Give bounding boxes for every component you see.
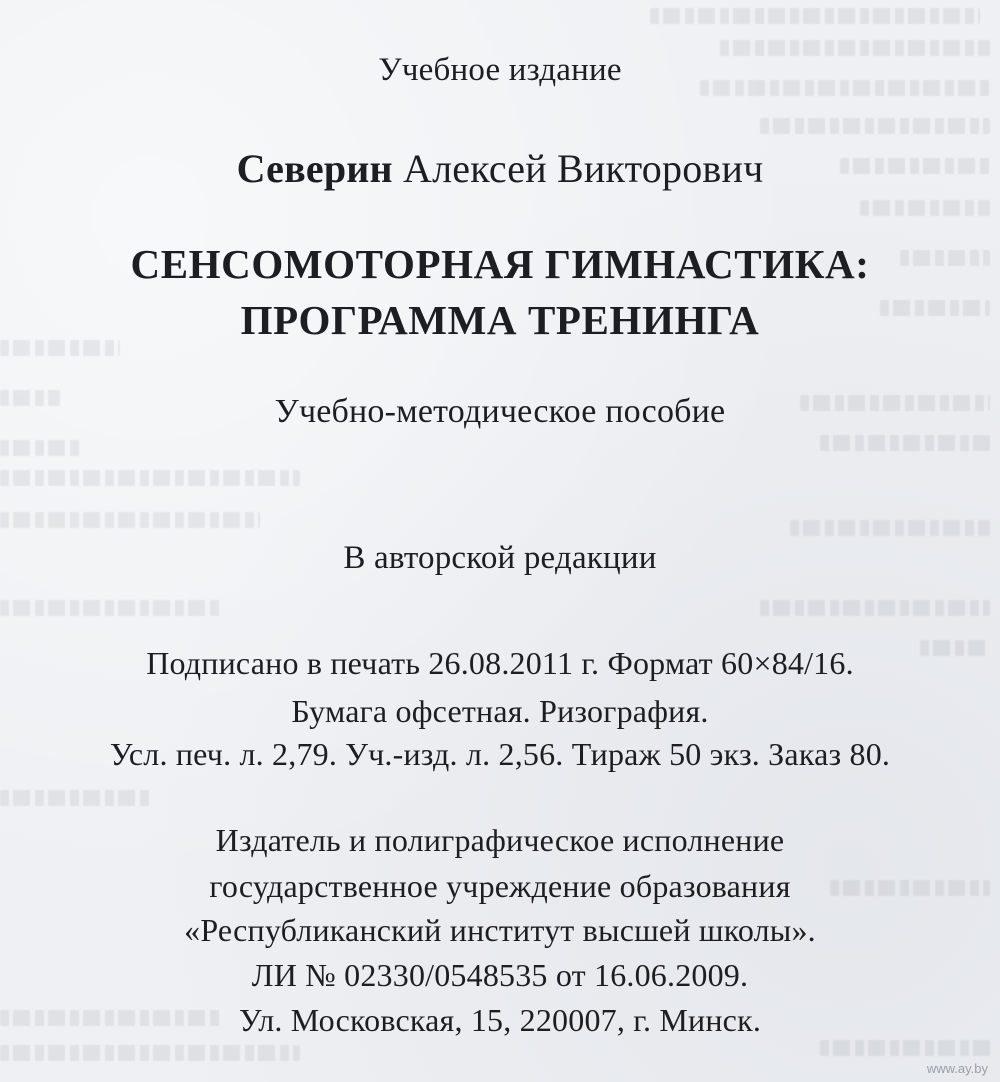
watermark: www.ay.by bbox=[926, 1061, 988, 1076]
title-line-2: ПРОГРАММА ТРЕНИНГА bbox=[240, 297, 760, 343]
print-details-line-2: Бумага офсетная. Ризография. bbox=[291, 693, 709, 729]
print-details-line-3: Усл. печ. л. 2,79. Уч.-изд. л. 2,56. Тираж 50 экз. Заказ 80. bbox=[109, 736, 891, 772]
title-line-1: СЕНСОМОТОРНАЯ ГИМНАСТИКА: bbox=[130, 241, 870, 287]
publisher-line-1: Издатель и полиграфическое исполнение bbox=[215, 822, 785, 858]
author-name bbox=[0, 145, 1000, 192]
author-surname: Северин bbox=[236, 146, 393, 191]
publisher-line-5: Ул. Московская, 15, 220007, г. Минск. bbox=[238, 1002, 762, 1038]
edition-type: Учебное издание bbox=[378, 52, 622, 88]
publisher-line-2: государственное учреждение образования bbox=[209, 868, 791, 904]
publisher-line-3: «Республиканский институт высшей школы». bbox=[184, 912, 816, 948]
print-details-line-1: Подписано в печать 26.08.2011 г. Формат 60×84/16. bbox=[146, 645, 854, 681]
author-given-names: Алексей Викторович bbox=[403, 146, 764, 191]
publisher-line-4: ЛИ № 02330/0548535 от 16.06.2009. bbox=[251, 957, 749, 993]
editorial-note: В авторской редакции bbox=[343, 540, 657, 576]
publication-kind: Учебно-методическое пособие bbox=[274, 393, 726, 430]
